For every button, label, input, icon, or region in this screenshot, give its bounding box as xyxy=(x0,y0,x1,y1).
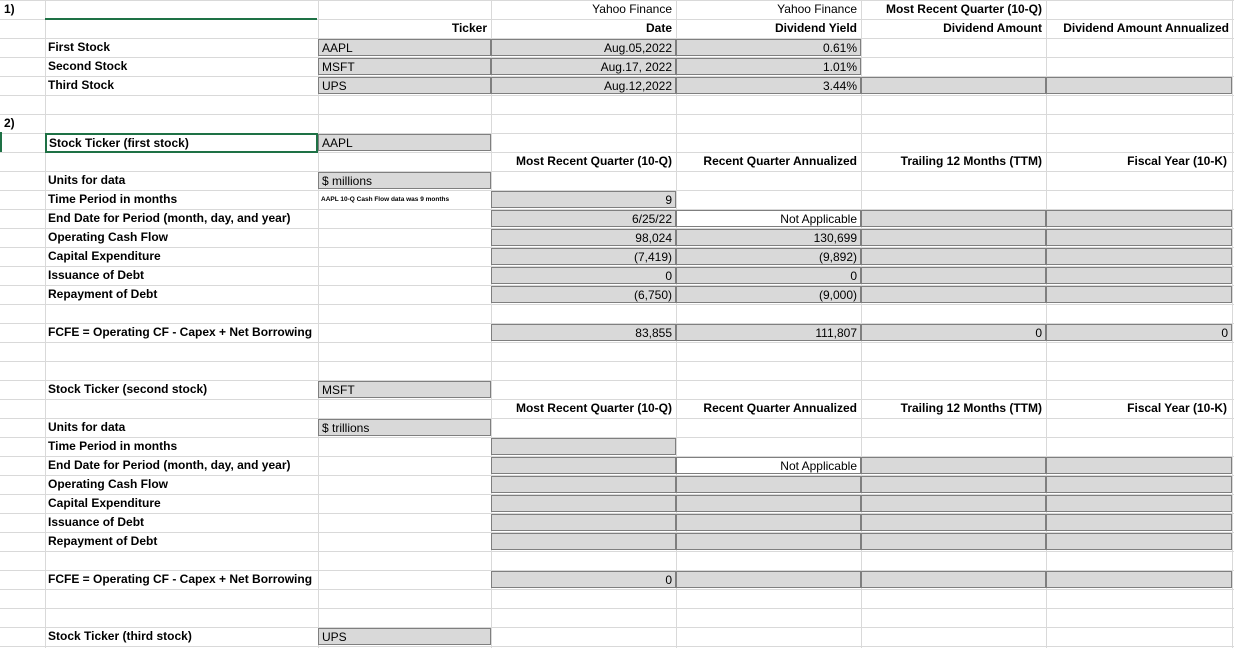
capex-rqa-cell[interactable]: (9,892) xyxy=(676,248,861,265)
gridline-row xyxy=(0,114,1234,115)
row-label-issuance: Issuance of Debt xyxy=(48,515,145,529)
row-label-ocf: Operating Cash Flow xyxy=(48,230,169,244)
stock-date-cell[interactable]: Aug.17, 2022 xyxy=(491,58,676,75)
header-mrq-10q: Most Recent Quarter (10-Q) xyxy=(885,2,1042,16)
gridline-row xyxy=(0,551,1234,552)
end-date-fy-cell[interactable] xyxy=(1046,210,1232,227)
ocf-ttm-cell[interactable] xyxy=(861,229,1046,246)
stock-label: First Stock xyxy=(48,40,111,54)
third-stock-ticker-cell[interactable]: UPS xyxy=(318,628,491,645)
gridline-column xyxy=(1232,0,1233,648)
section-2-label: 2) xyxy=(4,116,15,130)
fcfe-mrq-cell[interactable]: 83,855 xyxy=(491,324,676,341)
row-label-period: Time Period in months xyxy=(48,192,178,206)
repayment-ttm-cell[interactable] xyxy=(861,533,1046,550)
third-stock-label: Stock Ticker (third stock) xyxy=(48,629,192,643)
row-label-issuance: Issuance of Debt xyxy=(48,268,145,282)
end-date-ttm-cell[interactable] xyxy=(861,457,1046,474)
gridline-row xyxy=(0,342,1234,343)
ocf-rqa-cell[interactable]: 130,699 xyxy=(676,229,861,246)
repayment-mrq-cell[interactable]: (6,750) xyxy=(491,286,676,303)
repayment-rqa-cell[interactable] xyxy=(676,533,861,550)
period-mrq-cell[interactable]: 9 xyxy=(491,191,676,208)
repayment-ttm-cell[interactable] xyxy=(861,286,1046,303)
header-ticker: Ticker xyxy=(451,21,487,35)
gridline-row xyxy=(0,361,1234,362)
fcfe-ttm-cell[interactable] xyxy=(861,571,1046,588)
issuance-fy-cell[interactable] xyxy=(1046,514,1232,531)
ocf-fy-cell[interactable] xyxy=(1046,229,1232,246)
issuance-ttm-cell[interactable] xyxy=(861,267,1046,284)
fcfe-ttm-cell[interactable]: 0 xyxy=(861,324,1046,341)
capex-mrq-cell[interactable]: (7,419) xyxy=(491,248,676,265)
stock-date-cell[interactable]: Aug.05,2022 xyxy=(491,39,676,56)
second-stock-ticker-cell[interactable]: MSFT xyxy=(318,381,491,398)
ocf-mrq-cell[interactable]: 98,024 xyxy=(491,229,676,246)
stock-ticker-cell[interactable]: MSFT xyxy=(318,58,491,75)
ocf-fy-cell[interactable] xyxy=(1046,476,1232,493)
repayment-fy-cell[interactable] xyxy=(1046,533,1232,550)
row-label-fcfe: FCFE = Operating CF - Capex + Net Borrowing xyxy=(48,325,313,339)
gridline-column xyxy=(45,0,46,648)
row-label-repayment: Repayment of Debt xyxy=(48,287,158,301)
ocf-mrq-cell[interactable] xyxy=(491,476,676,493)
fcfe-mrq-cell[interactable]: 0 xyxy=(491,571,676,588)
row-label-repayment: Repayment of Debt xyxy=(48,534,158,548)
col-header-mrq: Most Recent Quarter (10-Q) xyxy=(515,154,672,168)
end-date-mrq-cell[interactable]: 6/25/22 xyxy=(491,210,676,227)
issuance-mrq-cell[interactable]: 0 xyxy=(491,267,676,284)
gridline-row xyxy=(0,589,1234,590)
col-header-ttm: Trailing 12 Months (TTM) xyxy=(900,154,1042,168)
header-dividend-amount: Dividend Amount xyxy=(943,21,1042,35)
stock-yield-cell[interactable]: 3.44% xyxy=(676,77,861,94)
repayment-rqa-cell[interactable]: (9,000) xyxy=(676,286,861,303)
end-date-rqa-cell[interactable]: Not Applicable xyxy=(676,210,861,227)
end-date-ttm-cell[interactable] xyxy=(861,210,1046,227)
capex-ttm-cell[interactable] xyxy=(861,495,1046,512)
end-date-fy-cell[interactable] xyxy=(1046,457,1232,474)
row-label-end-date: End Date for Period (month, day, and year) xyxy=(48,211,291,225)
fcfe-fy-cell[interactable] xyxy=(1046,571,1232,588)
active-cell-bottom-border xyxy=(45,18,317,20)
units-cell[interactable]: $ trillions xyxy=(318,419,491,436)
row-selection-marker xyxy=(0,132,2,152)
stock-label: Second Stock xyxy=(48,59,128,73)
stock-label: Third Stock xyxy=(48,78,115,92)
row-label-fcfe: FCFE = Operating CF - Capex + Net Borrowing xyxy=(48,572,313,586)
capex-mrq-cell[interactable] xyxy=(491,495,676,512)
issuance-mrq-cell[interactable] xyxy=(491,514,676,531)
col-header-fy: Fiscal Year (10-K) xyxy=(1127,154,1227,168)
dividend-annualized-cell[interactable] xyxy=(1046,77,1232,94)
row-label-end-date: End Date for Period (month, day, and year) xyxy=(48,458,291,472)
end-date-rqa-cell[interactable]: Not Applicable xyxy=(676,457,861,474)
issuance-rqa-cell[interactable] xyxy=(676,514,861,531)
row-label-units: Units for data xyxy=(48,420,126,434)
second-stock-label: Stock Ticker (second stock) xyxy=(48,382,208,396)
header-yahoo-finance-date: Yahoo Finance xyxy=(592,2,672,16)
capex-fy-cell[interactable] xyxy=(1046,495,1232,512)
gridline-row xyxy=(0,608,1234,609)
issuance-rqa-cell[interactable]: 0 xyxy=(676,267,861,284)
ocf-rqa-cell[interactable] xyxy=(676,476,861,493)
col-header-ttm: Trailing 12 Months (TTM) xyxy=(900,401,1042,415)
issuance-ttm-cell[interactable] xyxy=(861,514,1046,531)
fcfe-rqa-cell[interactable]: 111,807 xyxy=(676,324,861,341)
repayment-mrq-cell[interactable] xyxy=(491,533,676,550)
issuance-fy-cell[interactable] xyxy=(1046,267,1232,284)
row-label-period: Time Period in months xyxy=(48,439,178,453)
col-header-rqa: Recent Quarter Annualized xyxy=(703,401,857,415)
fcfe-rqa-cell[interactable] xyxy=(676,571,861,588)
repayment-fy-cell[interactable] xyxy=(1046,286,1232,303)
col-header-fy: Fiscal Year (10-K) xyxy=(1127,401,1227,415)
gridline-column xyxy=(318,0,319,648)
row-label-units: Units for data xyxy=(48,173,126,187)
stock-ticker-cell[interactable]: UPS xyxy=(318,77,491,94)
header-dividend-amount-annualized: Dividend Amount Annualized xyxy=(1063,21,1229,35)
dividend-amount-cell[interactable] xyxy=(861,77,1046,94)
note-cell: AAPL 10-Q Cash Flow data was 9 months xyxy=(321,196,450,203)
end-date-mrq-cell[interactable] xyxy=(491,457,676,474)
stock-yield-cell[interactable]: 0.61% xyxy=(676,39,861,56)
capex-ttm-cell[interactable] xyxy=(861,248,1046,265)
units-cell[interactable]: $ millions xyxy=(318,172,491,189)
fcfe-fy-cell[interactable]: 0 xyxy=(1046,324,1232,341)
ocf-ttm-cell[interactable] xyxy=(861,476,1046,493)
header-date: Date xyxy=(645,21,672,35)
stock-ticker-cell[interactable]: AAPL xyxy=(318,39,491,56)
header-yahoo-finance-yield: Yahoo Finance xyxy=(777,2,857,16)
col-header-mrq: Most Recent Quarter (10-Q) xyxy=(515,401,672,415)
capex-fy-cell[interactable] xyxy=(1046,248,1232,265)
capex-rqa-cell[interactable] xyxy=(676,495,861,512)
period-mrq-cell[interactable] xyxy=(491,438,676,455)
col-header-rqa: Recent Quarter Annualized xyxy=(703,154,857,168)
row-label-ocf: Operating Cash Flow xyxy=(48,477,169,491)
gridline-row xyxy=(0,304,1234,305)
section-1-label: 1) xyxy=(4,2,15,16)
stock-date-cell[interactable]: Aug.12,2022 xyxy=(491,77,676,94)
row-label-capex: Capital Expenditure xyxy=(48,249,161,263)
first-stock-ticker-cell[interactable]: AAPL xyxy=(318,134,491,151)
stock-yield-cell[interactable]: 1.01% xyxy=(676,58,861,75)
active-cell[interactable]: Stock Ticker (first stock) xyxy=(45,133,318,153)
header-dividend-yield: Dividend Yield xyxy=(774,21,857,35)
row-label-capex: Capital Expenditure xyxy=(48,496,161,510)
gridline-row xyxy=(0,646,1234,647)
gridline-row xyxy=(0,95,1234,96)
